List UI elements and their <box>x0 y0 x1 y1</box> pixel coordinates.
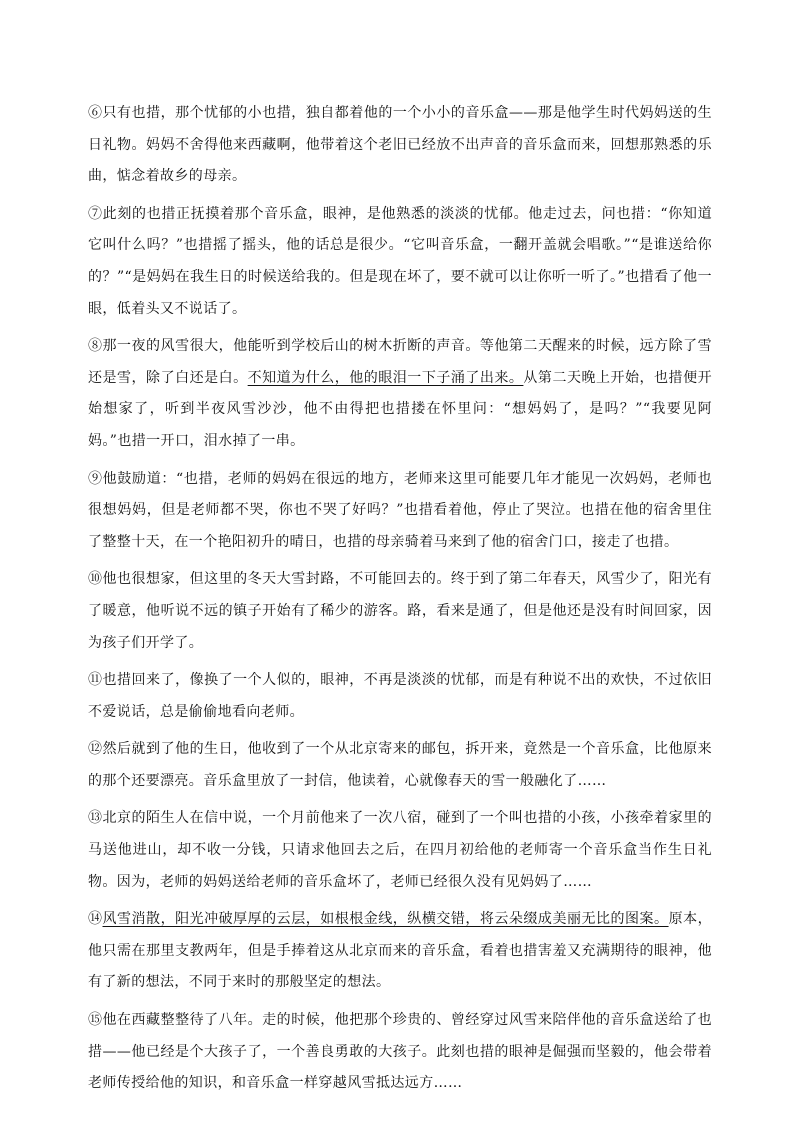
paragraph-p11 <box>88 665 712 728</box>
paragraph-p6 <box>88 98 712 193</box>
paragraph-text: ⑭ <box>88 911 103 928</box>
paragraph-p7 <box>88 199 712 325</box>
underlined-sentence: 风雪消散，阳光冲破厚厚的云层，如根根金线，纵横交错，将云朵缀成美丽无比的图案。 <box>102 911 669 928</box>
paragraph-p12 <box>88 734 712 797</box>
paragraph-p8 <box>88 331 712 457</box>
paragraph-p15 <box>88 1005 712 1100</box>
article-body <box>88 98 712 1106</box>
paragraph-p13 <box>88 803 712 898</box>
paragraph-text: ⑬北京的陌生人在信中说，一个月前他来了一次八宿，碰到了一个叫也措的小孩，小孩牵着家里的马送他进山，却不收一分钱，只请求他回去之后，在四月初给他的老师寄一个音乐盒当作生日礼物。因为，老师的妈妈送给老师的音乐盒坏了，老师已经很久没有见妈妈了…… <box>88 810 712 890</box>
paragraph-p14 <box>88 904 712 999</box>
paragraph-text: 原本，他只需在那里支教两年，但是手捧着这从北京而来的音乐盒，看着也措害羞又充满期待的眼神，他有了新的想法，不同于来时的那般坚定的想法。 <box>88 911 712 991</box>
paragraph-text: ⑩他也很想家，但这里的冬天大雪封路，不可能回去的。终于到了第二年春天，风雪少了，阳光有了暖意，他听说不远的镇子开始有了稀少的游客。路，看来是通了，但是他还是没有时间回家，因为孩子们开学了。 <box>88 571 712 651</box>
paragraph-text: ⑪也措回来了，像换了一个人似的，眼神，不再是淡淡的忧郁，而是有种说不出的欢快，不过依旧不爱说话，总是偷偷地看向老师。 <box>88 672 712 720</box>
paragraph-p10 <box>88 564 712 659</box>
paragraph-p9 <box>88 464 712 559</box>
paragraph-text: ⑧那一夜的风雪很大，他能听到学校后山的树木折断的声音。等他第二天醒来的时候，远方除了雪还是雪，除了白还是白。 <box>88 338 712 386</box>
paragraph-text: ⑫然后就到了他的生日，他收到了一个从北京寄来的邮包，拆开来，竟然是一个音乐盒，比他原来的那个还要漂亮。音乐盒里放了一封信，他读着，心就像春天的雪一般融化了…… <box>88 741 712 789</box>
paragraph-text: ⑦此刻的也措正抚摸着那个音乐盒，眼神，是他熟悉的淡淡的忧郁。他走过去，问也措：“你知道它叫什么吗？”也措摇了摇头，他的话总是很少。“它叫音乐盒，一翻开盖就会唱歌。”“是谁送给你的？”“是妈妈在我生日的时候送给我的。但是现在坏了，要不就可以让你听一听了。”也措看了他一眼，低着头又不说话了。 <box>88 205 712 317</box>
paragraph-text: ⑥只有也措，那个忧郁的小也措，独自都着他的一个小小的音乐盒——那是他学生时代妈妈送的生日礼物。妈妈不舍得他来西藏啊，他带着这个老旧已经放不出声音的音乐盒而来，回想那熟悉的乐曲，惦念着故乡的母亲。 <box>88 105 712 185</box>
paragraph-text: ⑨他鼓励道：“也措，老师的妈妈在很远的地方，老师来这里可能要几年才能见一次妈妈，老师也很想妈妈，但是老师都不哭，你也不哭了好吗？”也措看着他，停止了哭泣。也措在他的宿舍里住了整整十天，在一个艳阳初升的晴日，也措的母亲骑着马来到了他的宿舍门口，接走了也措。 <box>88 470 712 550</box>
paragraph-text: ⑮他在西藏整整待了八年。走的时候，他把那个珍贵的、曾经穿过风雪来陪伴他的音乐盒送给了也措——他已经是个大孩子了，一个善良勇敢的大孩子。此刻也措的眼神是倔强而坚毅的，他会带着老师传授给他的知识，和音乐盒一样穿越风雪抵达远方…… <box>88 1012 712 1092</box>
underlined-sentence: 不知道为什么，他的眼泪一下子涌了出来。 <box>247 369 524 386</box>
paragraph-text: 从第二天晚上开始，也措便开始想家了，听到半夜风雪沙沙，他不由得把也措搂在怀里问：“想妈妈了，是吗？”“我要见阿妈。”也措一开口，泪水掉了一串。 <box>88 369 712 449</box>
